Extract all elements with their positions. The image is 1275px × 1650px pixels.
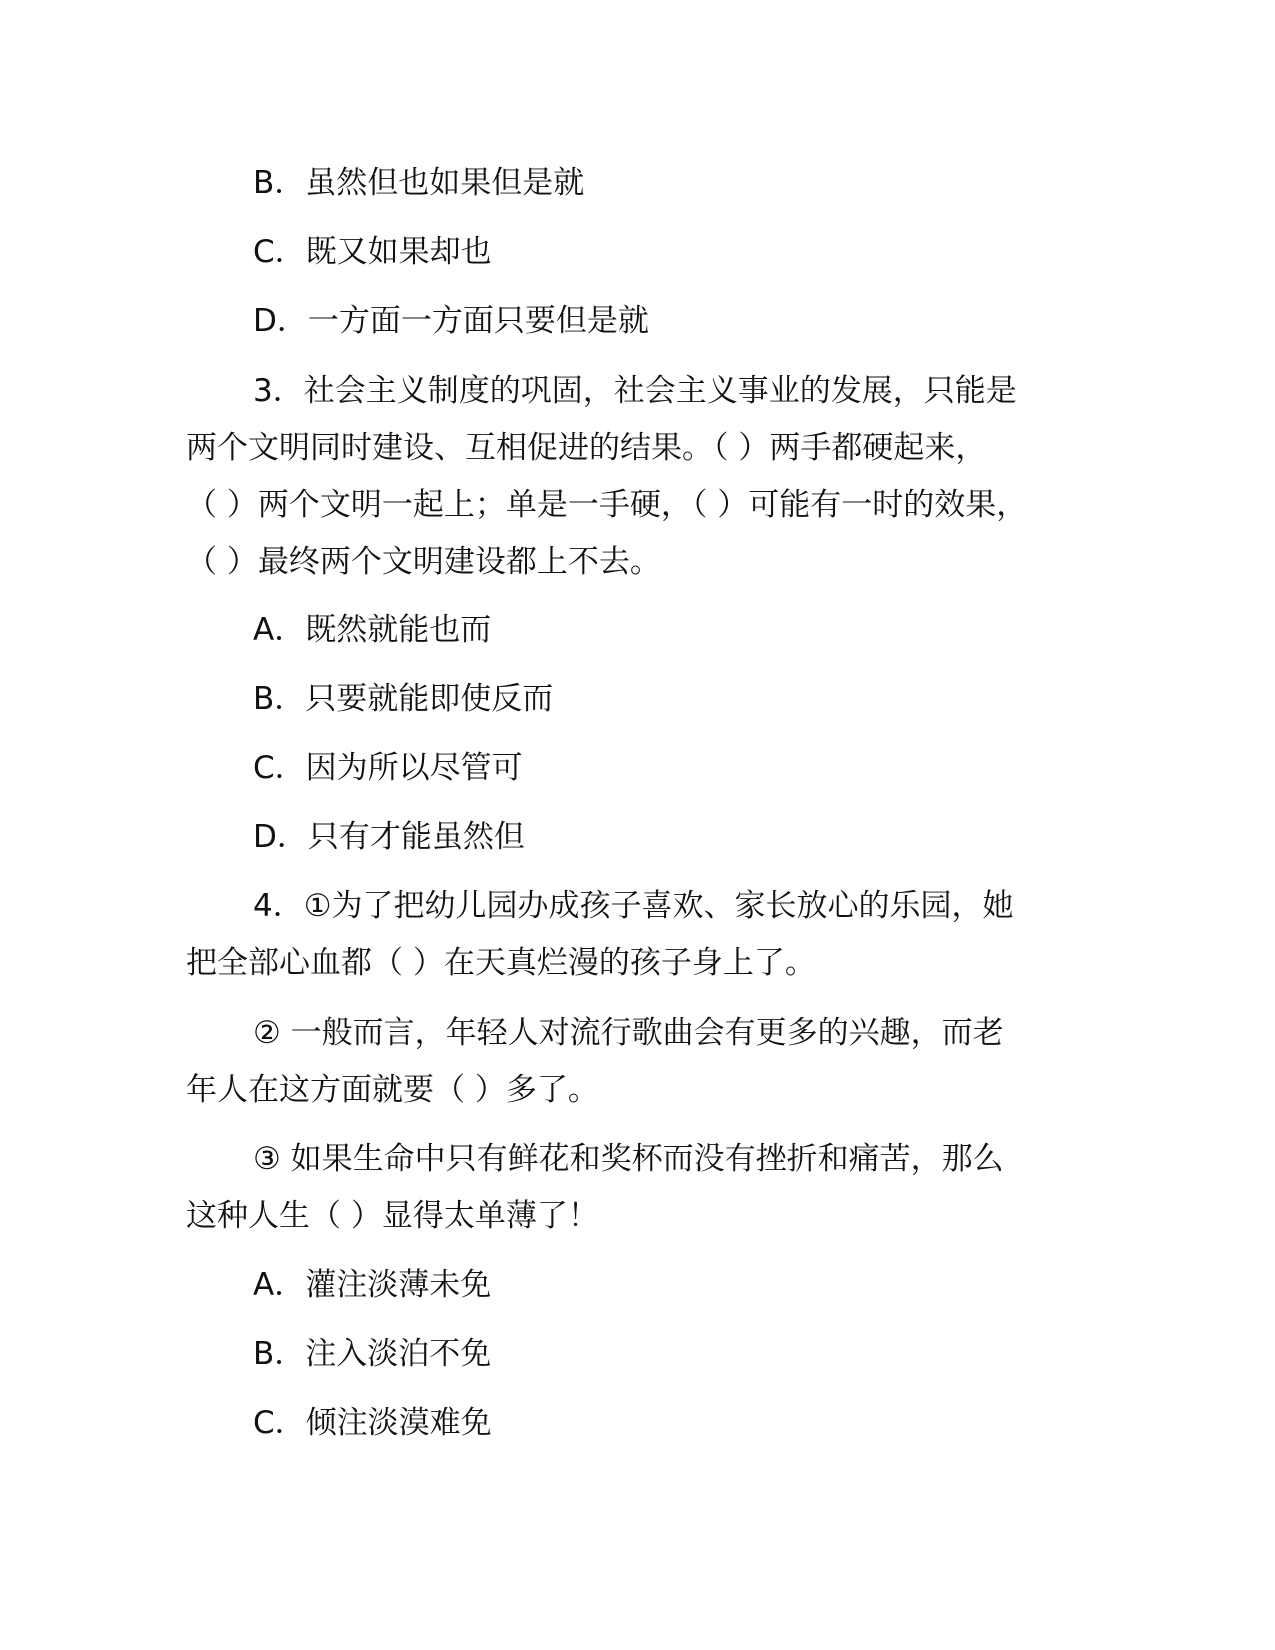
q4-part1-line-1: 4．①为了把幼儿园办成孩子喜欢、家长放心的乐园，她 [253,888,1014,924]
q3-stem-line-2: 两个文明同时建设、互相促进的结果。（ ）两手都硬起来， [186,430,987,466]
q4-option-b: B．注入淡泊不免 [253,1336,492,1372]
q4-part3-line-2: 这种人生（ ）显得太单薄了！ [186,1198,599,1234]
q4-part2-line-2: 年人在这方面就要（ ）多了。 [186,1072,599,1108]
q3-option-b: B．只要就能即使反而 [253,681,554,717]
q2-option-c: C．既又如果却也 [253,234,492,270]
q4-part2-line-1: ② 一般而言，年轻人对流行歌曲会有更多的兴趣，而老 [253,1015,1004,1051]
q3-option-d: D．只有才能虽然但 [253,819,525,855]
q3-stem-line-3: （ ）两个文明一起上；单是一手硬，（ ）可能有一时的效果， [186,487,1028,523]
q2-option-b: B．虽然但也如果但是就 [253,165,585,201]
q3-stem-line-4: （ ）最终两个文明建设都上不去。 [186,544,661,580]
q2-option-d: D．一方面一方面只要但是就 [253,303,649,339]
q4-part3-line-1: ③ 如果生命中只有鲜花和奖杯而没有挫折和痛苦，那么 [253,1141,1004,1177]
q3-stem-line-1: 3．社会主义制度的巩固，社会主义事业的发展，只能是 [253,373,1017,409]
q4-part1-line-2: 把全部心血都（ ）在天真烂漫的孩子身上了。 [186,945,816,981]
q4-option-a: A．灌注淡薄未免 [253,1267,492,1303]
q3-option-c: C．因为所以尽管可 [253,750,523,786]
q4-option-c: C．倾注淡漠难免 [253,1405,492,1441]
q3-option-a: A．既然就能也而 [253,612,492,648]
